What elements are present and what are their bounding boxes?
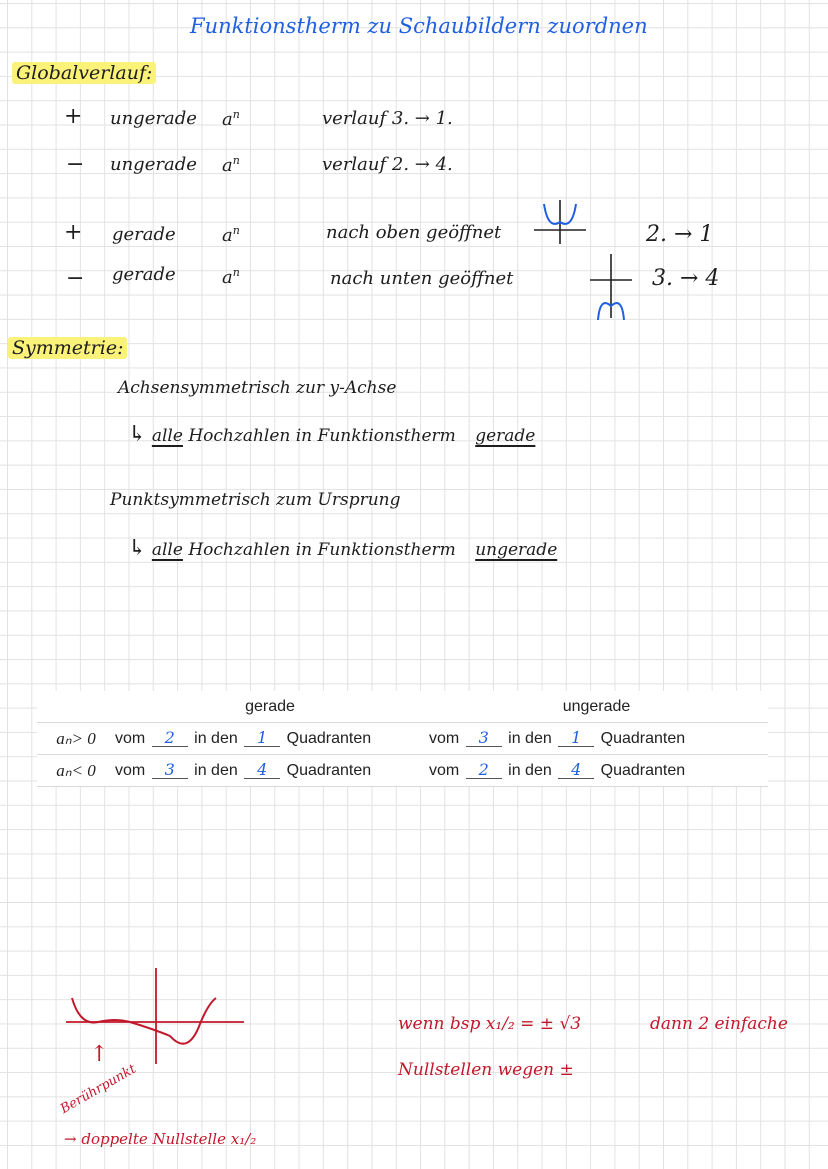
arrow-icon: ↳ [128, 422, 147, 447]
curve-description: verlauf 2. → 4. [322, 154, 453, 175]
global-heading: Globalverlauf: [12, 62, 156, 84]
parity-label: gerade [112, 264, 176, 285]
table-row [37, 755, 768, 787]
blank-field: 1 [244, 729, 280, 747]
coefficient: $a^n$ [222, 108, 240, 130]
curve-description: nach oben geöffnet [326, 222, 502, 243]
curve-description: verlauf 3. → 1. [322, 108, 453, 129]
touch-point-graph [60, 960, 250, 1070]
parity-label: ungerade [110, 108, 197, 129]
point-symmetry-title: Punktsymmetrisch zum Ursprung [110, 490, 401, 510]
root-reason: Nullstellen wegen ± [398, 1060, 574, 1080]
blank-field: 4 [558, 761, 594, 779]
header-even: gerade [115, 691, 425, 723]
coefficient-cell: aₙ< 0 [37, 755, 115, 787]
table-corner [37, 691, 115, 723]
coefficient: $a^n$ [222, 224, 240, 246]
upward-parabola-sketch [530, 196, 590, 246]
odd-cell: vom 3 in den 1 Quadranten [425, 723, 768, 755]
axis-symmetry-rule: ↳ alle Hochzahlen in Funktionstherm gerade [128, 422, 536, 447]
root-example: wenn bsp x₁/₂ = ± √3 [398, 1014, 582, 1034]
arrow-icon: ↳ [128, 536, 147, 561]
touch-point-label: Berührpunkt [58, 1061, 139, 1117]
arrow-up-icon: ↑ [90, 1042, 109, 1067]
symmetry-heading: Symmetrie: [8, 337, 127, 359]
point-symmetry-rule: ↳ alle Hochzahlen in Funktionstherm ungerade [128, 536, 558, 561]
even-cell: vom 2 in den 1 Quadranten [115, 723, 425, 755]
blank-field: 4 [244, 761, 280, 779]
quadrant-down: 3. → 4 [652, 266, 720, 291]
blank-field: 1 [558, 729, 594, 747]
sign: − [66, 152, 85, 177]
page-title: Funktionstherm zu Schaubildern zuordnen [190, 14, 648, 38]
double-root-note: → doppelte Nullstelle x₁/₂ [64, 1130, 257, 1148]
quadrant-up: 2. → 1 [646, 222, 714, 247]
even-cell: vom 3 in den 4 Quadranten [115, 755, 425, 787]
blank-field: 2 [466, 761, 502, 779]
coefficient: $a^n$ [222, 154, 240, 176]
blank-field: 3 [466, 729, 502, 747]
quadrant-table [37, 691, 768, 787]
odd-cell: vom 2 in den 4 Quadranten [425, 755, 768, 787]
axis-symmetry-title: Achsensymmetrisch zur y-Achse [118, 378, 397, 398]
root-then: dann 2 einfache [650, 1014, 788, 1034]
sign: + [64, 220, 83, 245]
sign: + [64, 104, 83, 129]
table-header-row [37, 691, 768, 723]
table-row [37, 723, 768, 755]
coefficient-cell: aₙ> 0 [37, 723, 115, 755]
blank-field: 2 [152, 729, 188, 747]
blank-field: 3 [152, 761, 188, 779]
header-odd: ungerade [425, 691, 768, 723]
parity-label: ungerade [110, 154, 197, 175]
curve-description: nach unten geöffnet [330, 268, 514, 289]
coefficient: $a^n$ [222, 266, 240, 288]
sign: − [66, 266, 85, 291]
downward-parabola-sketch [586, 250, 636, 322]
parity-label: gerade [112, 224, 176, 245]
